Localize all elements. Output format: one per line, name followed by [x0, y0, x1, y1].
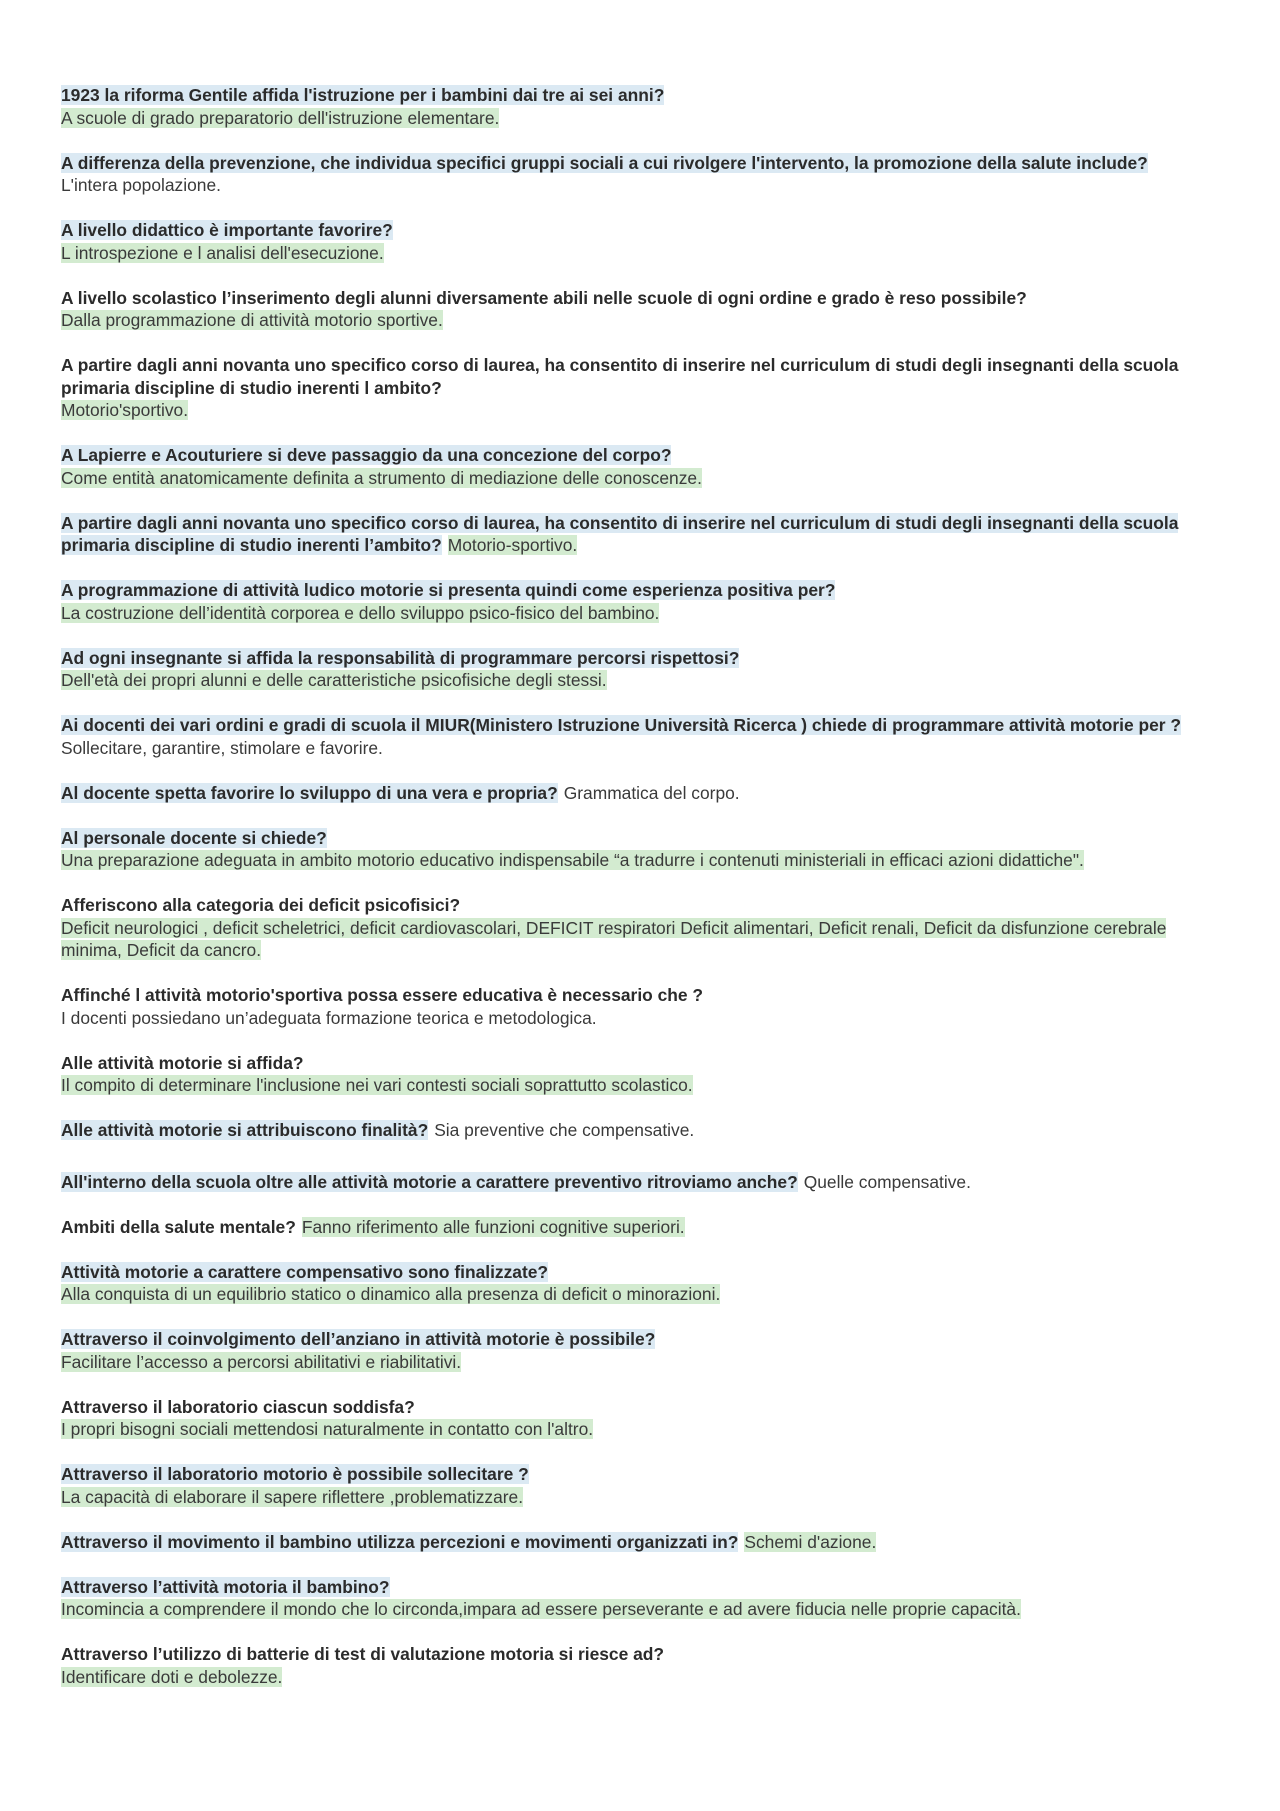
qa-item: [61, 1261, 1231, 1306]
qa-item: [61, 219, 1231, 264]
question-text: Alle attività motorie si attribuiscono finalità?: [61, 1120, 429, 1140]
answer-text: Come entità anatomicamente definita a strumento di mediazione delle conoscenze.: [61, 467, 702, 488]
question-text: A partire dagli anni novanta uno specifico corso di laurea, ha consentito di inserire nel curriculum di studi degli insegnanti della scuola primaria discipline di studio inerenti l’ambito?: [61, 512, 1179, 555]
answer-text: Motorio'sportivo.: [61, 400, 189, 420]
qa-item: [61, 354, 1231, 422]
qa-item: [61, 152, 1231, 197]
answer-text: Deficit neurologici , deficit scheletrici, deficit cardiovascolari, DEFICIT respiratori Deficit alimentari, Deficit renali, Deficit da disfunzione cerebrale minima, Deficit da cancro.: [61, 917, 1167, 960]
qa-item: [61, 1531, 1231, 1554]
answer-text: Facilitare l’accesso a percorsi abilitativi e riabilitativi.: [61, 1351, 462, 1372]
answer-text: Sia preventive che compensative.: [434, 1120, 695, 1140]
qa-item: [61, 1052, 1231, 1097]
question-text: Affinché l attività motorio'sportiva possa essere educativa è necessario che ?: [61, 985, 704, 1005]
question-text: Alle attività motorie si affida?: [61, 1052, 304, 1073]
qa-item: [61, 984, 1231, 1029]
qa-item: [61, 1396, 1231, 1441]
qa-item: [61, 782, 1231, 805]
answer-text: A scuole di grado preparatorio dell'istruzione elementare.: [61, 107, 500, 128]
answer-text: I propri bisogni sociali mettendosi naturalmente in contatto con l'altro.: [61, 1419, 594, 1439]
question-text: 1923 la riforma Gentile affida l'istruzione per i bambini dai tre ai sei anni?: [61, 85, 665, 105]
question-text: Al personale docente si chiede?: [61, 827, 327, 848]
qa-item: [61, 84, 1231, 129]
question-text: Attraverso l’utilizzo di batterie di test di valutazione motoria si riesce ad?: [61, 1644, 665, 1664]
answer-text: Sollecitare, garantire, stimolare e favorire.: [61, 737, 383, 758]
question-text: Attraverso il coinvolgimento dell’anziano in attività motorie è possibile?: [61, 1329, 656, 1349]
qa-item: [61, 444, 1231, 489]
question-text: Attraverso il movimento il bambino utilizza percezioni e movimenti organizzati in?: [61, 1531, 739, 1552]
answer-text: Il compito di determinare l'inclusione nei vari contesti sociali soprattutto scolastico.: [61, 1075, 693, 1095]
qa-item: [61, 1119, 1231, 1142]
answer-text: L'intera popolazione.: [61, 175, 221, 195]
qa-item: [61, 1463, 1231, 1508]
question-text: Attraverso l’attività motoria il bambino?: [61, 1576, 390, 1597]
qa-item: [61, 287, 1231, 332]
question-text: A programmazione di attività ludico motorie si presenta quindi come esperienza positiva per?: [61, 580, 836, 600]
question-text: Attraverso il laboratorio ciascun soddisfa?: [61, 1396, 415, 1417]
document-page: [61, 84, 1231, 1711]
question-text: A livello scolastico l’inserimento degli alunni diversamente abili nelle scuole di ogni ordine e grado è reso possibile?: [61, 287, 1027, 308]
qa-item: [61, 579, 1231, 624]
question-text: A livello didattico è importante favorire?: [61, 220, 393, 240]
qa-item: [61, 894, 1231, 962]
answer-text: Schemi d'azione.: [744, 1531, 877, 1552]
answer-text: La costruzione dell’identità corporea e dello sviluppo psico-fisico del bambino.: [61, 602, 660, 623]
question-text: Attraverso il laboratorio motorio è possibile sollecitare ?: [61, 1464, 529, 1484]
answer-text: Alla conquista di un equilibrio statico o dinamico alla presenza di deficit o minorazioni.: [61, 1284, 721, 1304]
question-text: Ambiti della salute mentale?: [61, 1216, 296, 1237]
qa-item: [61, 1643, 1231, 1688]
qa-item: [61, 714, 1231, 759]
answer-text: Una preparazione adeguata in ambito motorio educativo indispensabile “a tradurre i contenuti ministeriali in efficaci azioni didattiche".: [61, 850, 1084, 870]
question-text: A differenza della prevenzione, che individua specifici gruppi sociali a cui rivolgere l'intervento, la promozione della salute include?: [61, 152, 1148, 173]
answer-text: L introspezione e l analisi dell'esecuzione.: [61, 242, 384, 263]
answer-text: Grammatica del corpo.: [563, 782, 740, 803]
qa-item: [61, 1216, 1231, 1239]
answer-text: Dell'età dei propri alunni e delle caratteristiche psicofisiche degli stessi.: [61, 670, 607, 690]
question-text: Ad ogni insegnante si affida la responsabilità di programmare percorsi rispettosi?: [61, 647, 740, 668]
answer-text: Incomincia a comprendere il mondo che lo circonda,impara ad essere perseverante e ad avere fiducia nelle proprie capacità.: [61, 1599, 1021, 1619]
qa-item: [61, 827, 1231, 872]
qa-item: [61, 1328, 1231, 1373]
question-text: Attività motorie a carattere compensativo sono finalizzate?: [61, 1261, 549, 1282]
answer-text: Motorio-sportivo.: [447, 535, 578, 555]
question-text: A Lapierre e Acouturiere si deve passaggio da una concezione del corpo?: [61, 445, 672, 465]
answer-text: Quelle compensative.: [803, 1171, 971, 1192]
question-text: Afferiscono alla categoria dei deficit psicofisici?: [61, 895, 461, 915]
question-text: All'interno della scuola oltre alle attività motorie a carattere preventivo ritroviamo anche?: [61, 1171, 798, 1192]
answer-text: La capacità di elaborare il sapere riflettere ,problematizzare.: [61, 1486, 524, 1507]
qa-item: [61, 1576, 1231, 1621]
question-text: A partire dagli anni novanta uno specifico corso di laurea, ha consentito di inserire nel curriculum di studi degli insegnanti della scuola primaria discipline di studio inerenti l ambito?: [61, 355, 1179, 398]
qa-item: [61, 647, 1231, 692]
answer-text: I docenti possiedano un’adeguata formazione teorica e metodologica.: [61, 1007, 597, 1028]
question-text: Ai docenti dei vari ordini e gradi di scuola il MIUR(Ministero Istruzione Università Ricerca ) chiede di programmare attività motorie per ?: [61, 715, 1182, 735]
qa-item: [61, 512, 1231, 557]
answer-text: Dalla programmazione di attività motorio sportive.: [61, 310, 443, 330]
question-text: Al docente spetta favorire lo sviluppo di una vera e propria?: [61, 782, 558, 803]
answer-text: Identificare doti e debolezze.: [61, 1666, 283, 1687]
answer-text: Fanno riferimento alle funzioni cognitive superiori.: [301, 1216, 685, 1237]
qa-item: [61, 1171, 1231, 1194]
